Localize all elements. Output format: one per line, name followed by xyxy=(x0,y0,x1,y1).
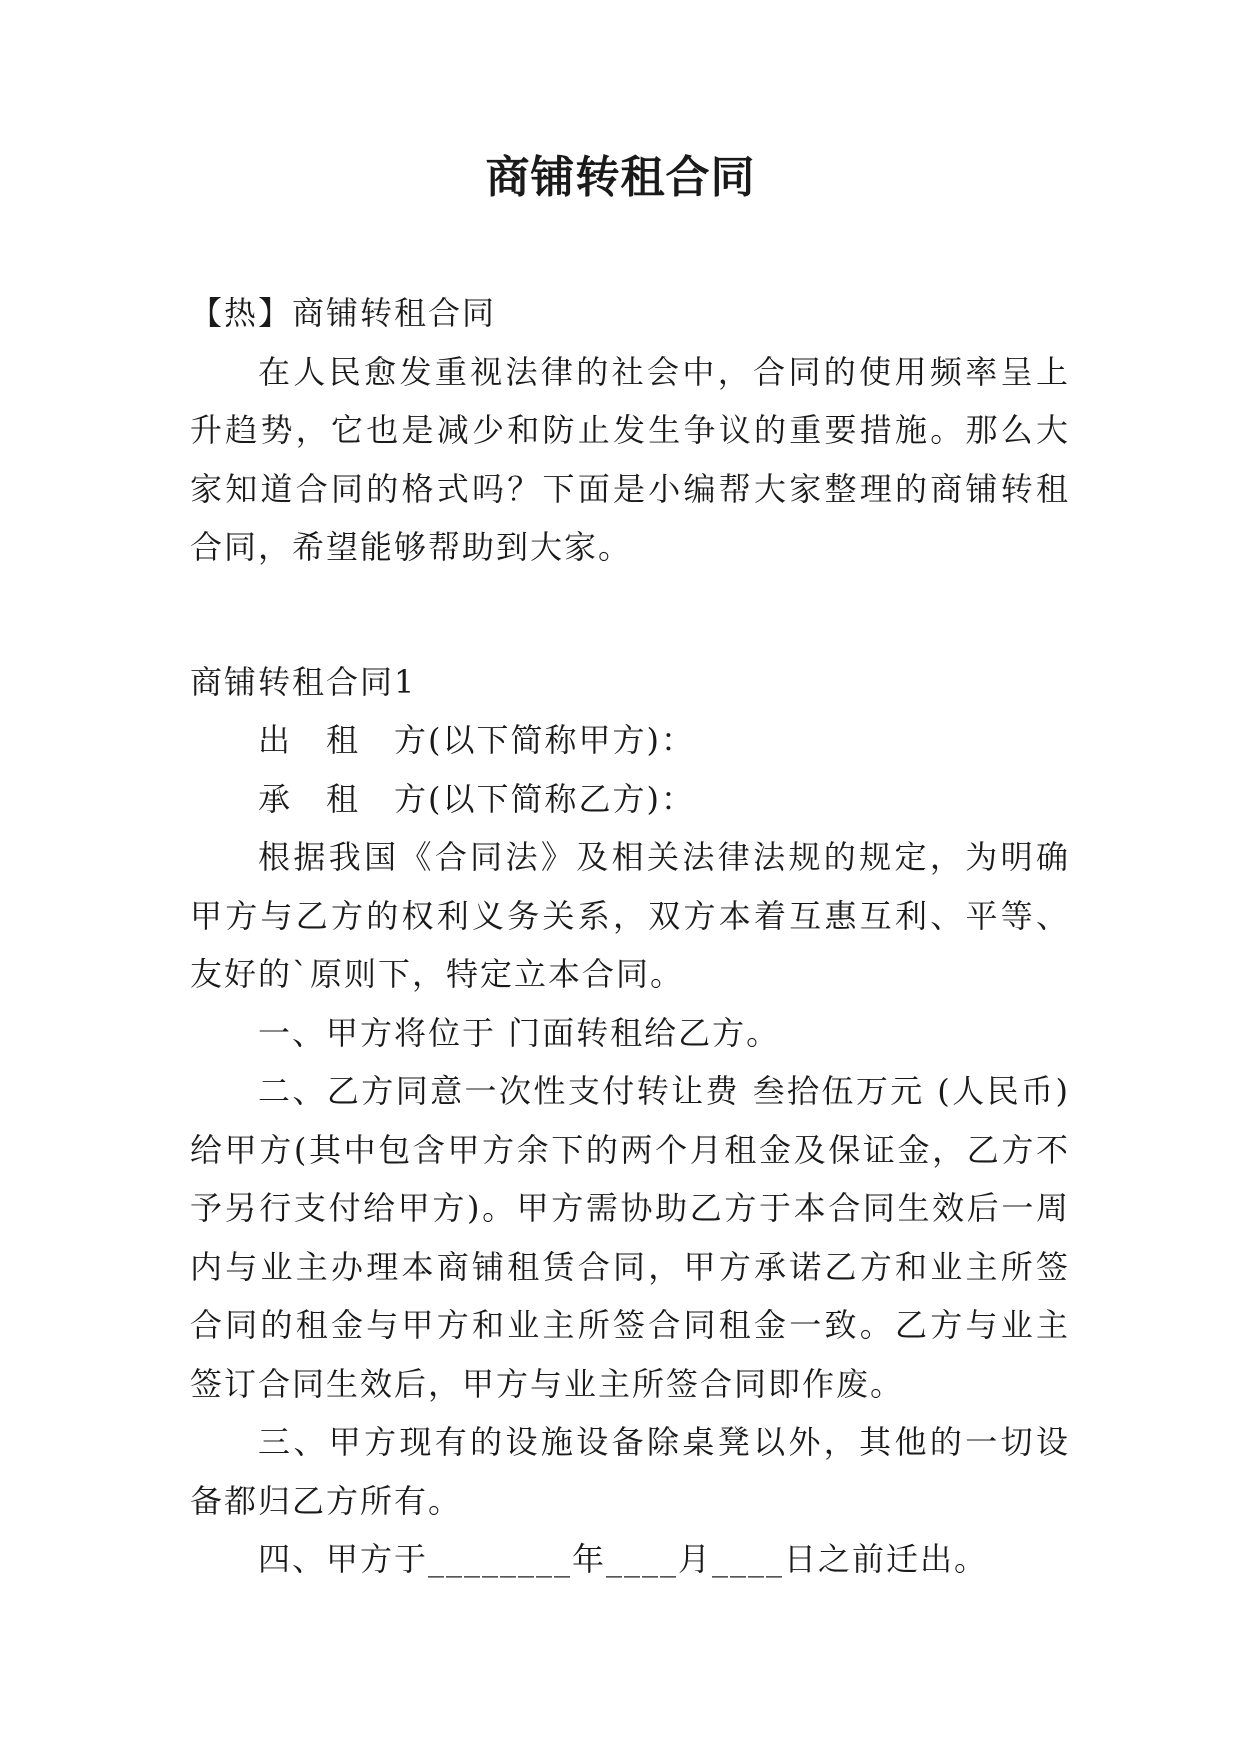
document-title: 商铺转租合同 xyxy=(485,152,756,203)
lessor-line: 出 租 方(以下简称甲方)： xyxy=(258,721,695,759)
clause-2: 二、乙方同意一次性支付转让费 叁拾伍万元 (人民币)给甲方(其中包含甲方余下的两个月租金及保证金，乙方不予另行支付给甲方)。甲方需协助乙方于本合同生效后一周内与业主办理本商铺租赁合同，甲方承诺乙方和业主所签合同的租金与甲方和业主所签合同租金一致。乙方与业主签订合同生效后，甲方与业主所签合同即作废。 xyxy=(190,1072,1070,1403)
section-heading: 商铺转租合同1 xyxy=(190,662,417,701)
section-spacer xyxy=(190,577,1070,653)
clause-1: 一、甲方将位于 门面转租给乙方。 xyxy=(258,1013,781,1052)
intro-paragraph: 在人民愈发重视法律的社会中，合同的使用频率呈上升趋势，它也是减少和防止发生争议的重要措施。那么大家知道合同的格式吗？下面是小编帮大家整理的商铺转租合同，希望能够帮助到大家。 xyxy=(190,352,1070,566)
document-body xyxy=(190,284,1070,1589)
document-subtitle: 【热】商铺转租合同 xyxy=(190,294,497,332)
clause-3: 三、甲方现有的设施设备除桌凳以外，其他的一切设备都归乙方所有。 xyxy=(190,1423,1070,1520)
preamble-paragraph: 根据我国《合同法》及相关法律法规的规定，为明确甲方与乙方的权利义务关系，双方本着互惠互利、平等、友好的`原则下，特定立本合同。 xyxy=(190,838,1070,993)
lessee-line: 承 租 方(以下简称乙方)： xyxy=(258,779,695,818)
clause-4: 四、甲方于________年____月____日之前迁出。 xyxy=(258,1540,989,1578)
